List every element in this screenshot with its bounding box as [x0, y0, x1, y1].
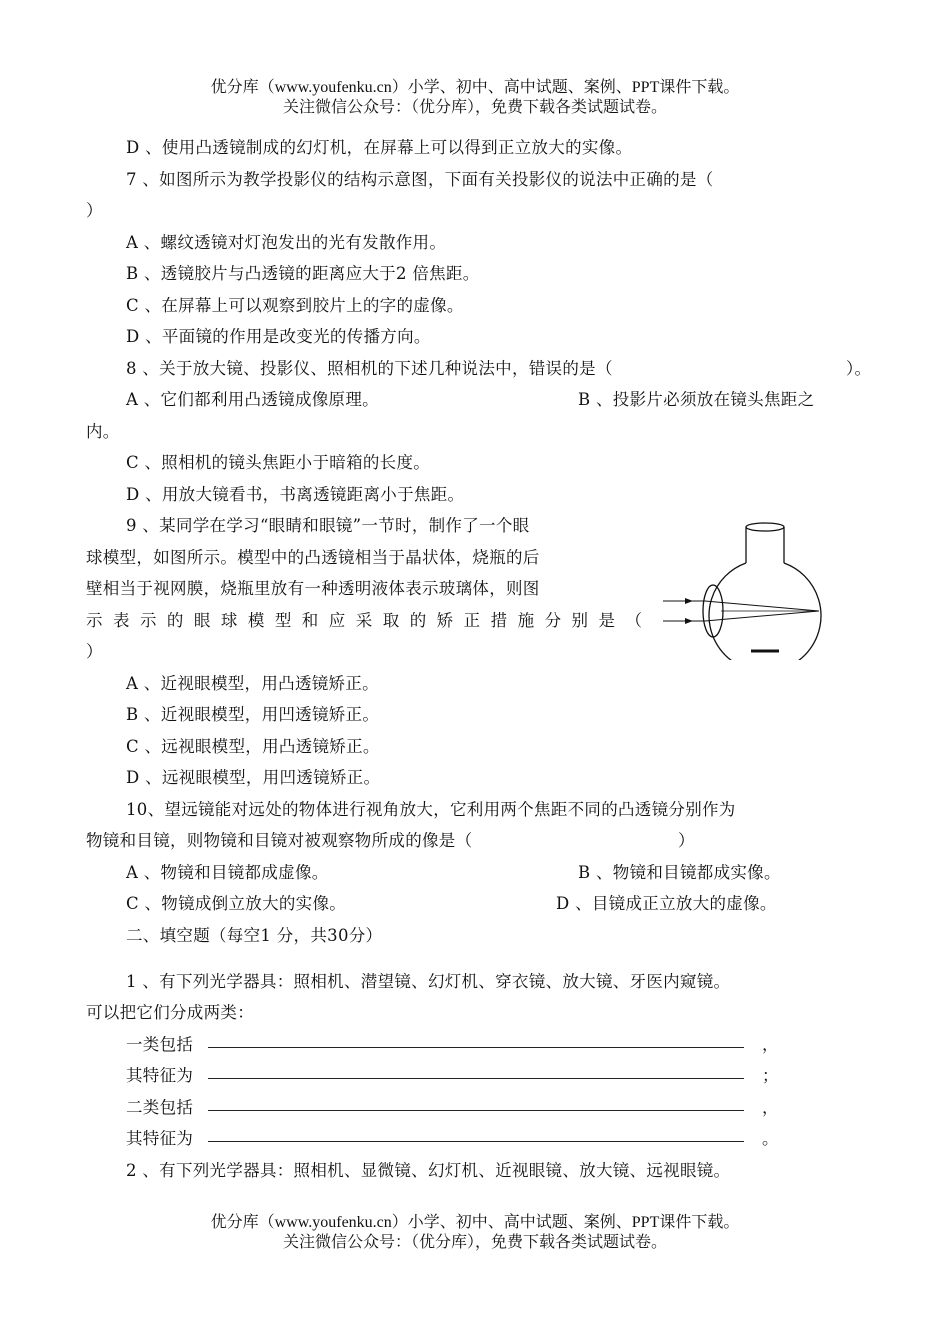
- q10-stem-line-1: 10、望远镜能对远处的物体进行视角放大，它利用两个焦距不同的凸透镜分别作为: [126, 800, 736, 819]
- q8-option-b-cont: 内。: [86, 422, 120, 441]
- fill1-row-1-end: ，: [762, 1035, 779, 1054]
- fill1-row-3-label: 二类包括: [126, 1098, 194, 1117]
- fill1-stem-line-1: 1 、有下列光学器具：照相机、潜望镜、幻灯机、穿衣镜、放大镜、牙医内窥镜。: [126, 972, 731, 991]
- q9-option-d: D 、远视眼模型，用凹透镜矫正。: [126, 768, 381, 787]
- flask-bulb: [709, 563, 821, 660]
- q7-stem-end: ）: [86, 201, 103, 220]
- q7-option-b: B 、透镜胶片与凸透镜的距离应大于2 倍焦距。: [126, 264, 480, 283]
- q8-stem: 8 、关于放大镜、投影仪、照相机的下述几种说法中，错误的是（: [126, 359, 613, 378]
- q9-stem-line-4: 示表示的眼球模型和应采取的矫正措施分别是（: [86, 611, 642, 630]
- q10-stem-line-2: 物镜和目镜，则物镜和目镜对被观察物所成的像是（: [86, 831, 473, 850]
- page-footer-line-1: 优分库（www.youfenku.cn）小学、初中、高中试题、案例、PPT课件下载。: [210, 1214, 740, 1231]
- fill1-row-1-blank[interactable]: [208, 1033, 744, 1048]
- q10-stem-end: ）: [678, 831, 695, 850]
- q8-stem-end: ）。: [846, 359, 872, 378]
- fill1-row-4-blank[interactable]: [208, 1127, 744, 1142]
- flask-mouth: [746, 523, 784, 531]
- page-header-line-1: 优分库（www.youfenku.cn）小学、初中、高中试题、案例、PPT课件下载。: [210, 79, 740, 96]
- fill1-row-3-end: ，: [762, 1098, 779, 1117]
- page-footer-line-2: 关注微信公众号：（优分库），免费下载各类试题试卷。: [282, 1234, 667, 1251]
- q10-option-b: B 、物镜和目镜都成实像。: [578, 863, 781, 882]
- q7-option-d: D 、平面镜的作用是改变光的传播方向。: [126, 327, 431, 346]
- q9-stem-line-5: ）: [86, 642, 103, 661]
- q9-stem-line-2: 球模型，如图所示。模型中的凸透镜相当于晶状体，烧瓶的后: [86, 548, 540, 567]
- fill1-row-2-blank[interactable]: [208, 1064, 744, 1079]
- q8-option-a: A 、它们都利用凸透镜成像原理。: [126, 390, 379, 409]
- ray-arrow-bottom: [685, 618, 693, 624]
- q9-option-c: C 、远视眼模型，用凸透镜矫正。: [126, 737, 380, 756]
- page-header-line-2: 关注微信公众号：（优分库），免费下载各类试题试卷。: [282, 99, 667, 116]
- q9-option-a: A 、近视眼模型，用凸透镜矫正。: [126, 674, 379, 693]
- q9-option-b: B 、近视眼模型，用凹透镜矫正。: [126, 705, 380, 724]
- q8-option-c: C 、照相机的镜头焦距小于暗箱的长度。: [126, 453, 431, 472]
- fill1-row-4-label: 其特征为: [126, 1129, 194, 1148]
- convex-lens: [703, 585, 723, 637]
- fill2-stem-line-1: 2 、有下列光学器具：照相机、显微镜、幻灯机、近视眼镜、放大镜、远视眼镜。: [126, 1161, 731, 1180]
- fill1-row-2-end: ；: [762, 1066, 779, 1085]
- refracted-ray-bottom: [705, 611, 819, 621]
- q10-option-a: A 、物镜和目镜都成虚像。: [126, 863, 329, 882]
- q7-option-a: A 、螺纹透镜对灯泡发出的光有发散作用。: [126, 233, 447, 252]
- fill1-row-4-end: 。: [762, 1129, 779, 1148]
- section-2-title: 二、填空题（每空1 分，共30分）: [126, 926, 383, 945]
- q6-option-d: D 、使用凸透镜制成的幻灯机，在屏幕上可以得到正立放大的实像。: [126, 138, 633, 157]
- q10-option-d: D 、目镜成正立放大的虚像。: [556, 894, 777, 913]
- refracted-ray-top: [705, 601, 819, 611]
- eye-model-flask-figure: [655, 515, 825, 660]
- q7-option-c: C 、在屏幕上可以观察到胶片上的字的虚像。: [126, 296, 464, 315]
- fill1-row-2-label: 其特征为: [126, 1066, 194, 1085]
- q10-option-c: C 、物镜成倒立放大的实像。: [126, 894, 347, 913]
- fill1-row-1-label: 一类包括: [126, 1035, 194, 1054]
- q8-option-b: B 、投影片必须放在镜头焦距之: [578, 390, 815, 409]
- ray-arrow-top: [685, 598, 693, 604]
- flask-neck: [746, 527, 784, 563]
- q9-stem-line-1: 9 、某同学在学习“眼睛和眼镜”一节时，制作了一个眼: [126, 516, 530, 535]
- q8-option-d: D 、用放大镜看书，书离透镜距离小于焦距。: [126, 485, 465, 504]
- q7-stem: 7 、如图所示为教学投影仪的结构示意图，下面有关投影仪的说法中正确的是（: [126, 170, 714, 189]
- fill1-row-3-blank[interactable]: [208, 1096, 744, 1111]
- q9-stem-line-3: 壁相当于视网膜，烧瓶里放有一种透明液体表示玻璃体，则图: [86, 579, 540, 598]
- fill1-stem-line-2: 可以把它们分成两类：: [86, 1003, 254, 1022]
